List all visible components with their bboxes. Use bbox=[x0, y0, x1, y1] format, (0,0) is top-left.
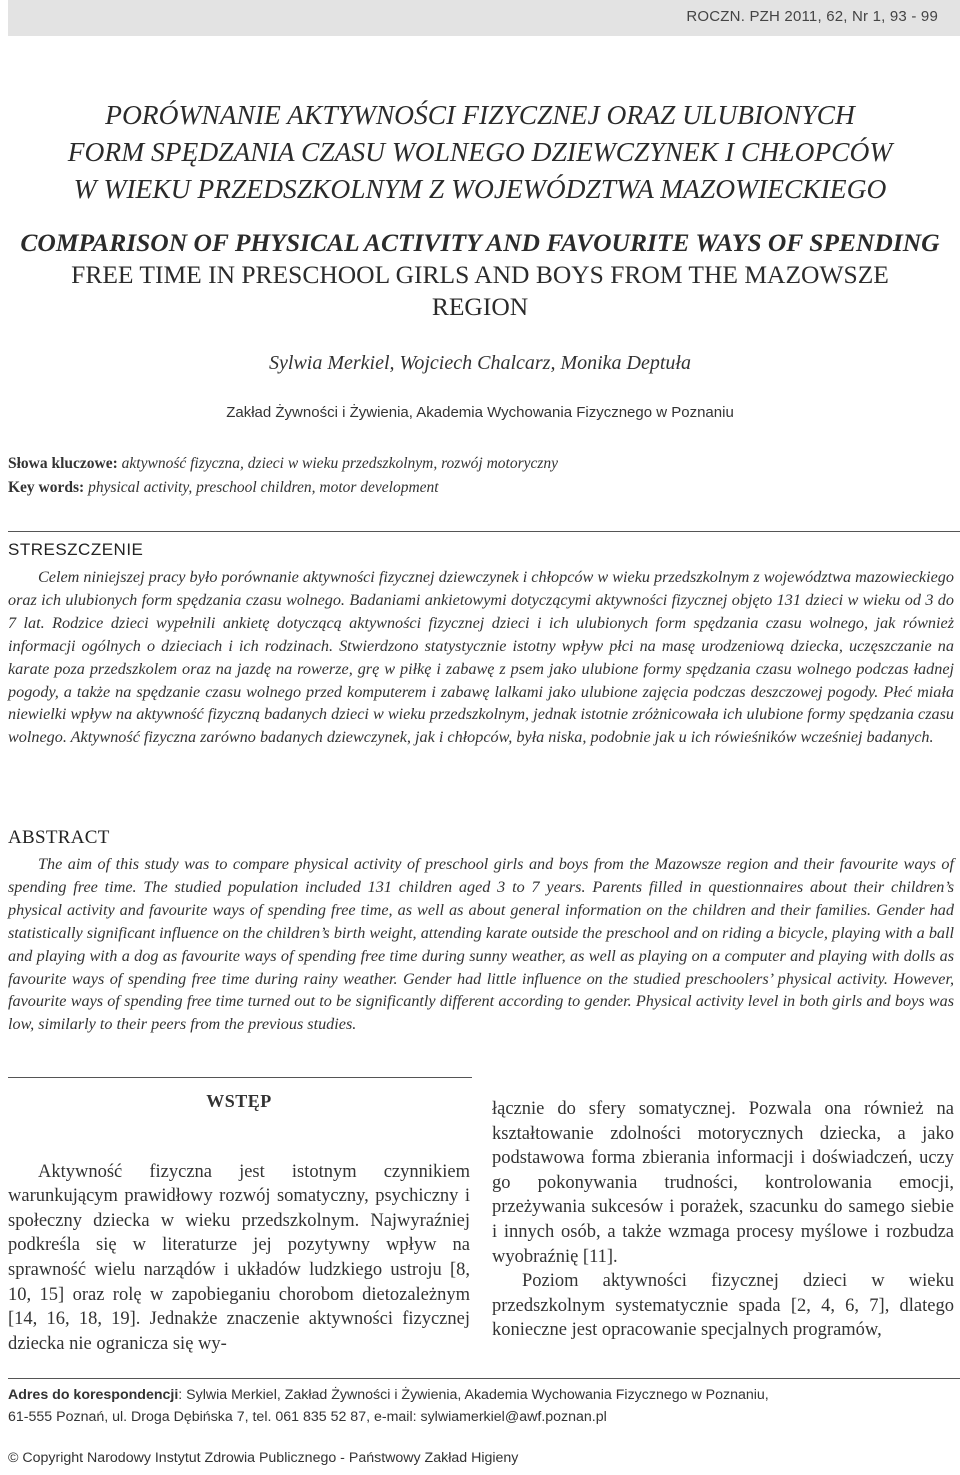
wstep-paragraph: Poziom aktywności fizycznej dzieci w wieku przedszkolnym systematycznie spada [2, 4, 6, 7], dlatego konieczne jest opracowanie specjalnych programów, bbox=[492, 1271, 954, 1341]
correspondence-address bbox=[8, 1385, 948, 1428]
title-polish-line: FORM SPĘDZANIA CZASU WOLNEGO DZIEWCZYNEK I CHŁOPCÓW bbox=[67, 136, 893, 167]
divider bbox=[8, 1378, 960, 1379]
abstract-heading: ABSTRACT bbox=[8, 827, 110, 848]
copyright-notice: © Copyright Narodowy Instytut Zdrowia Publicznego - Państwowy Zakład Higieny bbox=[8, 1450, 519, 1466]
keywords-english-text: physical activity, preschool children, motor development bbox=[88, 479, 439, 496]
title-english-line: FREE TIME IN PRESCHOOL GIRLS AND BOYS FROM THE MAZOWSZE bbox=[71, 260, 889, 289]
correspondence-line: 61-555 Poznań, ul. Droga Dębińska 7, tel. 061 835 52 87, e-mail: sylwiamerkiel@awf.poznan.pl bbox=[8, 1408, 607, 1425]
keywords-polish-text: aktywność fizyczna, dzieci w wieku przedszkolnym, rozwój motoryczny bbox=[121, 455, 559, 472]
streszczenie-heading: STRESZCZENIE bbox=[8, 540, 144, 559]
title-english-line: COMPARISON OF PHYSICAL ACTIVITY AND FAVOURITE WAYS OF SPENDING bbox=[20, 228, 940, 257]
wstep-heading: WSTĘP bbox=[206, 1091, 272, 1111]
divider bbox=[8, 1077, 472, 1078]
left-column bbox=[8, 1085, 470, 1356]
wstep-paragraph: łącznie do sfery somatycznej. Pozwala ona również na kształtowanie zdolności motorycznych dziecka, a jako podstawowa forma zbierania informacji i doświadczeń, uczy go pokonywania trudności, kontrolowania emocji, przeżywania sukcesów i porażek, szacunku do samego siebie i innych osób, a także wzmaga procesy myślowe i rozbudza wyobraźnię [11]. bbox=[492, 1099, 954, 1267]
streszczenie-body: Celem niniejszej pracy było porównanie aktywności fizycznej dziewczynek i chłopców w wieku przedszkolnym z województwa mazowieckiego oraz ich ulubionych form spędzania czasu wolnego. Badaniami ankietowymi dotyczącymi aktywności fizycznej objęto 131 dzieci w wieku od 3 do 7 lat. Rodzice dzieci wypełnili ankietę dotyczącą aktywności fizycznej dzieci i ich ulubionych form spędzania czasu wolnego, jak również informacji ogólnych o dzieciach i ich rodzinach. Stwierdzono statystycznie istotny wpływ płci na masę urodzeniową dziecka, uczęszczanie na karate poza przedszkolem oraz na jazdę na rowerze, grę w piłkę i zabawę z psem jako ulubione formy spędzania czasu wolnego podczas ładnej pogody, a także na spędzanie czasu wolnego przed komputerem i zabawę lalkami jako ulubione zajęcia podczas deszczowej pogody. Płeć miała niewielki wpływ na aktywność fizyczną badanych dzieci w wieku przedszkolnym, jednak istotnie zróżnicowała ich ulubione formy spędzania czasu wolnego. Aktywność fizyczna zarówno badanych dziewczynek, jak i chłopców, była niska, podobnie jak u ich rówieśników wcześniej badanych. bbox=[8, 568, 954, 747]
keywords-english bbox=[8, 476, 948, 500]
keywords-polish-label: Słowa kluczowe: bbox=[8, 455, 118, 472]
correspondence-line: : Sylwia Merkiel, Zakład Żywności i Żywienia, Akademia Wychowania Fizycznego w Poznaniu, bbox=[178, 1387, 769, 1403]
title-english bbox=[0, 227, 960, 323]
right-column bbox=[492, 1097, 954, 1343]
affiliation: Zakład Żywności i Żywienia, Akademia Wychowania Fizycznego w Poznaniu bbox=[226, 404, 734, 421]
abstract-body: The aim of this study was to compare physical activity of preschool girls and boys from the Mazowsze region and their favourite ways of spending free time. The studied population included 131 children aged 3 to 7 years. Parents filled in questionnaires about their children’s physical activity and favourite ways of spending free time, as well as about general information on the children and their families. Gender had statistically significant influence on the children’s birth weight, attending karate outside the preschool and on riding a bicycle, playing with a ball and playing with a dog as favourite ways of spending free time during sunny weather, as well as playing on a computer and playing with dolls as favourite ways of spending free time during rainy weather. Gender had little influence on the studied preschoolers’ physical activity. However, favourite ways of spending free time turned out to be significantly different according to gender. Physical activity level in both girls and boys was low, similarly to their peers from the previous studies. bbox=[8, 855, 954, 1034]
divider bbox=[8, 531, 960, 532]
keywords-english-label: Key words: bbox=[8, 479, 85, 496]
journal-header-bar bbox=[8, 0, 960, 36]
title-english-line: REGION bbox=[431, 292, 529, 321]
correspondence-label: Adres do korespondencji bbox=[8, 1387, 179, 1403]
title-polish-line: W WIEKU PRZEDSZKOLNYM Z WOJEWÓDZTWA MAZOWIECKIEGO bbox=[73, 173, 887, 204]
wstep-paragraph: Aktywność fizyczna jest istotnym czynnikiem warunkującym prawidłowy rozwój somatyczny, psychiczny i społeczny dziecka w wieku przedszkolnym. Najwyraźniej podkreśla się w literaturze jej pozytywny wpływ na sprawność wielu narządów i układów ludzkiego ustroju [8, 10, 15] oraz rolę w zapobieganiu chorobom dietozależnym [14, 16, 18, 19]. Jednakże znaczenie aktywności fizycznej dziecka nie ogranicza się wy- bbox=[8, 1161, 470, 1354]
journal-reference: ROCZN. PZH 2011, 62, Nr 1, 93 - 99 bbox=[686, 8, 938, 25]
authors: Sylwia Merkiel, Wojciech Chalcarz, Monika Deptuła bbox=[269, 352, 691, 374]
title-polish-line: PORÓWNANIE AKTYWNOŚCI FIZYCZNEJ ORAZ ULUBIONYCH bbox=[105, 99, 855, 130]
keywords-polish bbox=[8, 452, 948, 476]
title-polish bbox=[0, 96, 960, 207]
keywords-block bbox=[8, 452, 948, 500]
